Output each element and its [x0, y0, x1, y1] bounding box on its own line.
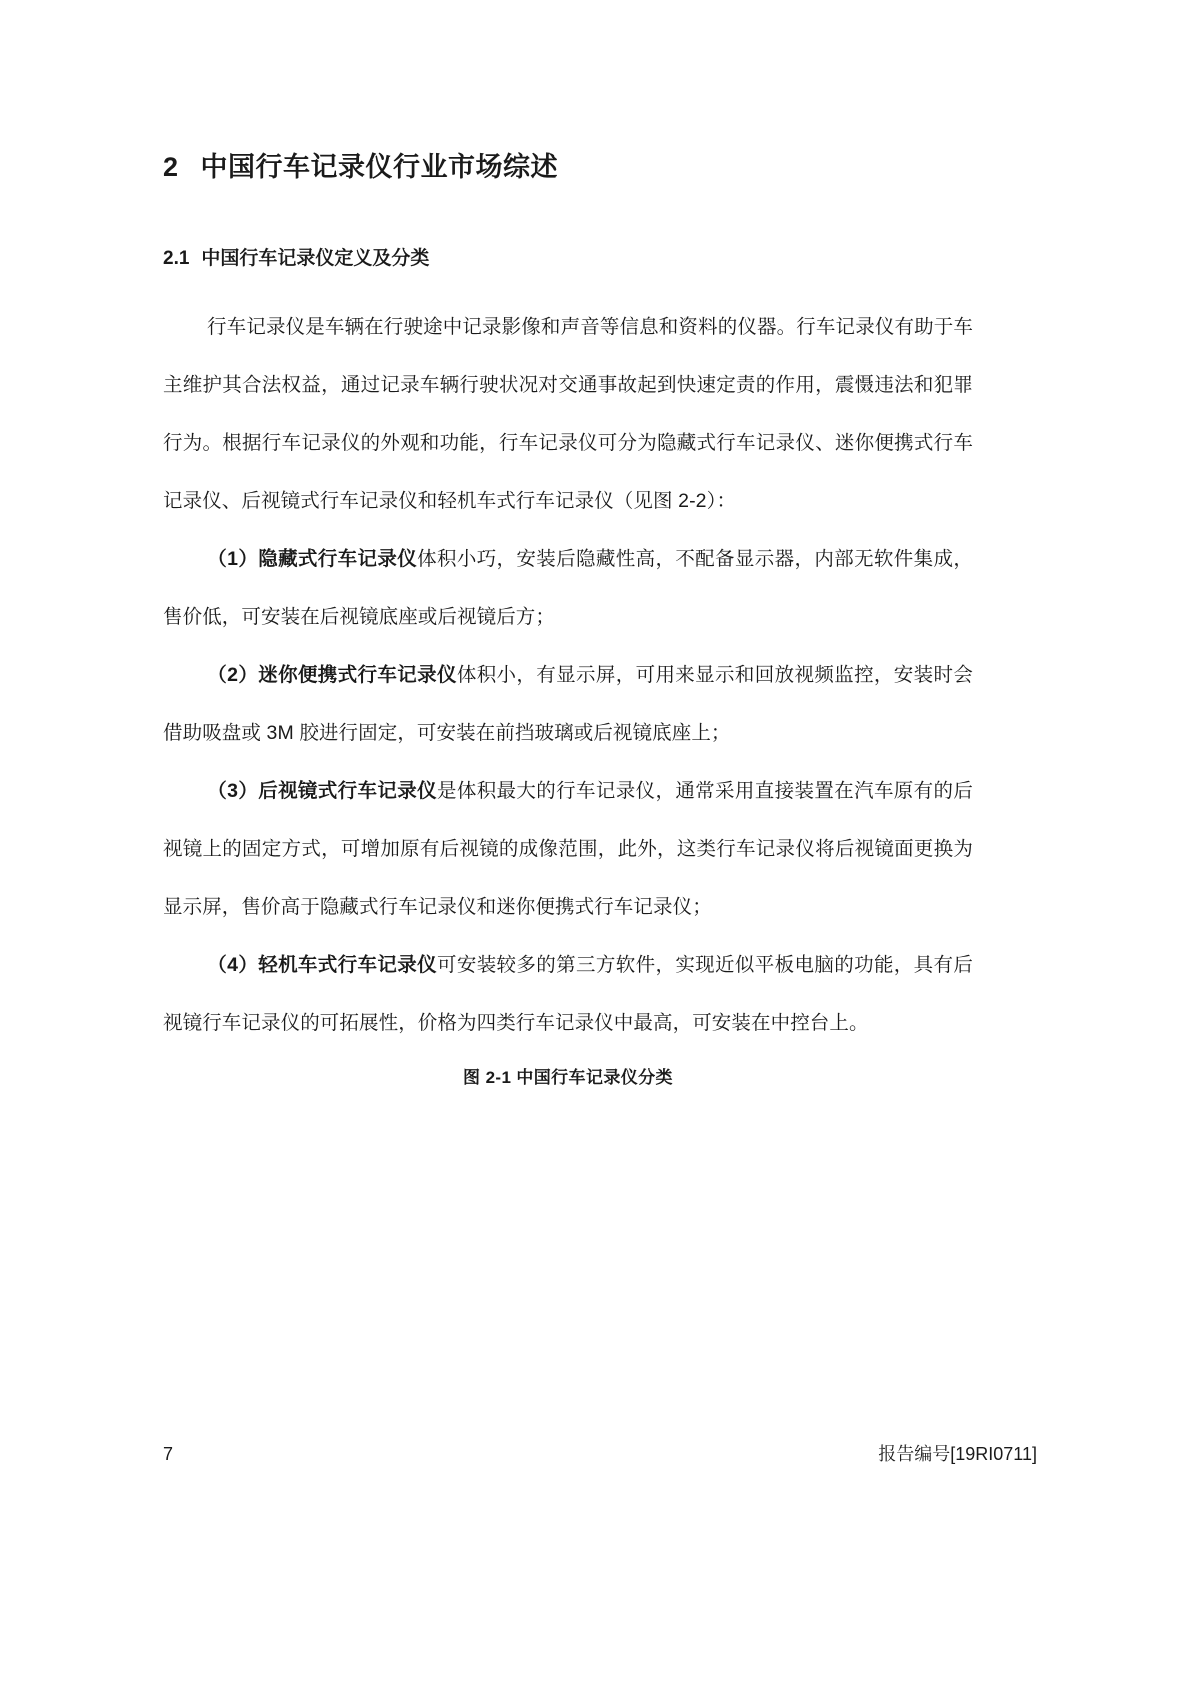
section-title-text: 中国行车记录仪行业市场综述 [200, 152, 559, 182]
list-item-marker: （4） [207, 953, 259, 976]
page-footer [163, 1440, 1037, 1466]
list-item-bold-lead: 后视镜式行车记录仪 [258, 779, 437, 802]
list-item-body: 体积小，有显示屏，可用来显示和回放视频监控，安装时会借助吸盘或 3M 胶进行固定，可安装在前挡玻璃或后视镜底座上； [163, 663, 973, 744]
page-number: 7 [163, 1444, 174, 1464]
figure-caption-title: 中国行车记录仪分类 [516, 1067, 673, 1087]
list-item-body: 是体积最大的行车记录仪，通常采用直接装置在汽车原有的后视镜上的固定方式，可增加原有后视镜的成像范围，此外，这类行车记录仪将后视镜面更换为显示屏，售价高于隐藏式行车记录仪和迷你便携式行车记录仪； [163, 779, 973, 918]
subsection-title-text: 中国行车记录仪定义及分类 [201, 248, 430, 270]
list-item-bold-lead: 隐藏式行车记录仪 [258, 547, 418, 570]
list-item-marker: （1） [207, 547, 259, 570]
list-item-bold-lead: 轻机车式行车记录仪 [258, 953, 437, 976]
intro-paragraph [163, 298, 973, 530]
figure-image-area [163, 1090, 973, 1390]
list-item-2 [163, 646, 973, 762]
figure-number: 图 2-1 [463, 1067, 512, 1087]
subsection-number: 2.1 [163, 248, 190, 270]
list-item-body: 体积小巧，安装后隐藏性高，不配备显示器，内部无软件集成，售价低，可安装在后视镜底座或后视镜后方； [163, 547, 973, 628]
list-item-bold-lead: 迷你便携式行车记录仪 [258, 663, 457, 686]
list-item-1 [163, 530, 973, 646]
report-id: 报告编号[19RI0711] [878, 1444, 1037, 1464]
list-item-3 [163, 762, 973, 936]
subsection-heading [163, 185, 973, 272]
list-item-body: 可安装较多的第三方软件，实现近似平板电脑的功能，具有后视镜行车记录仪的可拓展性，价格为四类行车记录仪中最高，可安装在中控台上。 [163, 953, 973, 1034]
intro-paragraph-text: 行车记录仪是车辆在行驶途中记录影像和声音等信息和资料的仪器。行车记录仪有助于车主维护其合法权益，通过记录车辆行驶状况对交通事故起到快速定责的作用，震慑违法和犯罪行为。根据行车记录仪的外观和功能，行车记录仪可分为隐藏式行车记录仪、迷你便携式行车记录仪、后视镜式行车记录仪和轻机车式行车记录仪（见图 2-2）： [163, 315, 973, 512]
figure-caption [163, 1052, 973, 1090]
section-number: 2 [163, 152, 179, 182]
page-title [163, 0, 973, 185]
list-item-marker: （3） [207, 779, 259, 802]
page-content [163, 0, 973, 1390]
list-item-4 [163, 936, 973, 1052]
list-item-marker: （2） [207, 663, 259, 686]
